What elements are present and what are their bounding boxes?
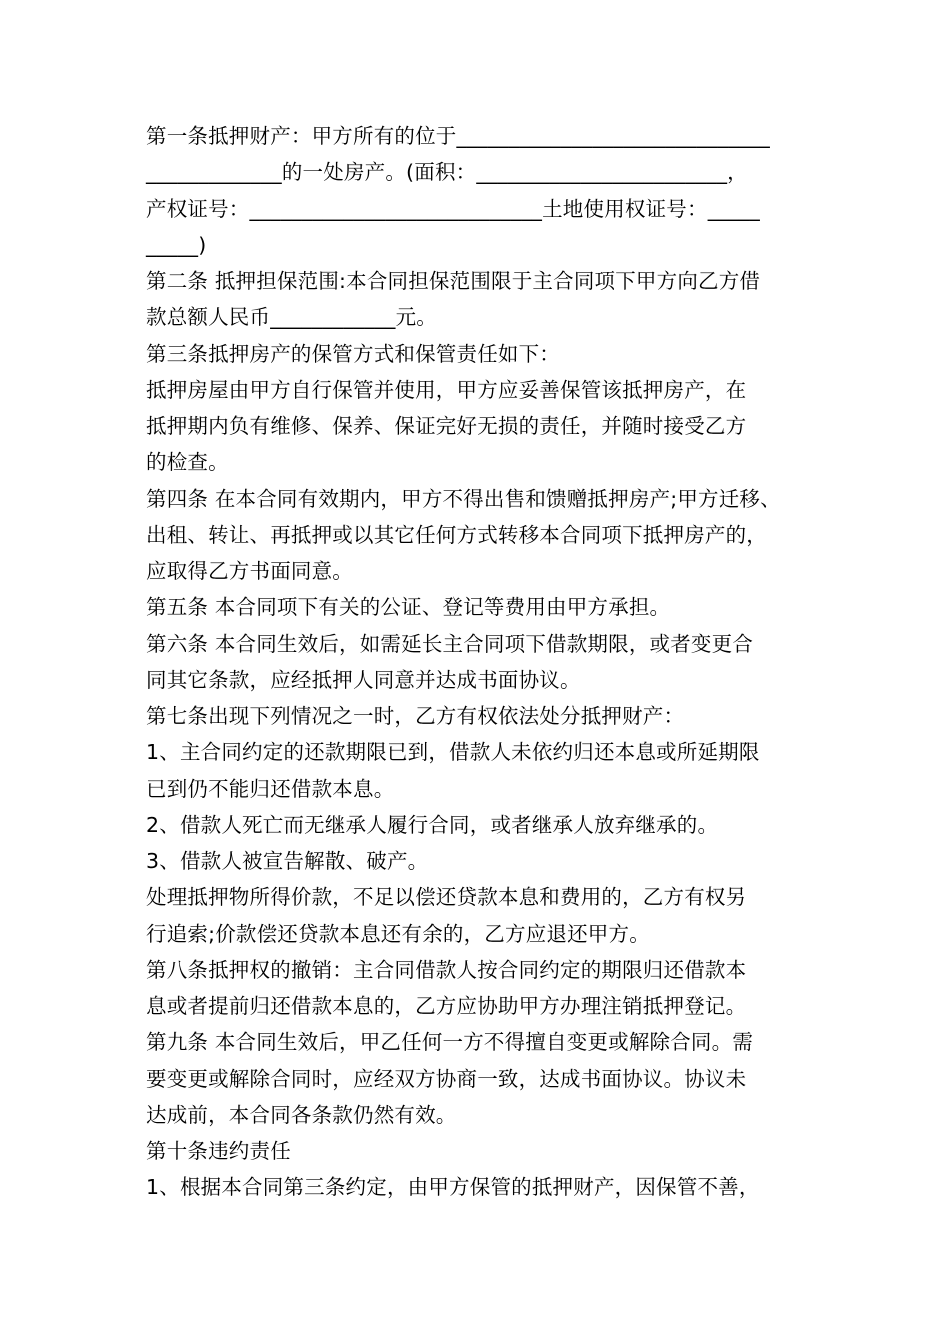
- article-5-line-1: 第五条 本合同项下有关的公证、登记等费用由甲方承担。: [146, 595, 671, 620]
- article-9-line-3: 达成前，本合同各条款仍然有效。: [146, 1102, 457, 1127]
- article-8-line-1: 第八条抵押权的撤销：主合同借款人按合同约定的期限归还借款本: [146, 957, 747, 982]
- article-7-note-line-1: 处理抵押物所得价款，不足以偿还贷款本息和费用的，乙方有权另: [146, 885, 747, 910]
- document-body: [146, 118, 811, 1206]
- article-4-line-3: 应取得乙方书面同意。: [146, 559, 353, 583]
- article-3-heading: 第三条抵押房产的保管方式和保管责任如下：: [146, 341, 560, 366]
- article-1-line-4: _____): [146, 232, 207, 257]
- article-1-line-3: 产权证号：____________________________土地使用权证号：_____: [146, 196, 760, 221]
- article-7-item-1-line-2: 已到仍不能归还借款本息。: [146, 776, 395, 801]
- article-6-line-2: 同其它条款，应经抵押人同意并达成书面协议。: [146, 667, 581, 692]
- article-3-body-line-1: 抵押房屋由甲方自行保管并使用，甲方应妥善保管该抵押房产，在: [146, 377, 747, 402]
- article-4-line-2: 出租、转让、再抵押或以其它任何方式转移本合同项下抵押房产的，: [146, 522, 767, 547]
- article-7-note-line-2: 行追索;价款偿还贷款本息还有余的，乙方应退还甲方。: [146, 921, 650, 946]
- article-3-body-line-2: 抵押期内负有维修、保养、保证完好无损的责任，并随时接受乙方: [146, 414, 747, 438]
- article-10-heading: 第十条违约责任: [146, 1139, 291, 1163]
- article-3-body-line-3: 的检查。: [146, 450, 229, 475]
- article-1-line-2: _____________的一处房产。(面积：________________________，: [146, 160, 748, 185]
- article-4-line-1: 第四条 在本合同有效期内，甲方不得出售和馈赠抵押房产;甲方迁移、: [146, 486, 781, 511]
- article-7-item-1-line-1: 1、主合同约定的还款期限已到，借款人未依约归还本息或所延期限: [146, 740, 760, 765]
- article-7-item-3: 3、借款人被宣告解散、破产。: [146, 849, 429, 873]
- article-6-line-1: 第六条 本合同生效后，如需延长主合同项下借款期限，或者变更合: [146, 631, 754, 656]
- article-9-line-2: 要变更或解除合同时，应经双方协商一致，达成书面协议。协议未: [146, 1066, 747, 1091]
- article-9-line-1: 第九条 本合同生效后，甲乙任何一方不得擅自变更或解除合同。需: [146, 1030, 754, 1055]
- article-1-line-1: 第一条抵押财产：甲方所有的位于______________________________: [146, 124, 770, 148]
- article-8-line-2: 息或者提前归还借款本息的，乙方应协助甲方办理注销抵押登记。: [146, 994, 747, 1018]
- article-2-line-2: 款总额人民币____________元。: [146, 305, 437, 330]
- article-7-item-2: 2、借款人死亡而无继承人履行合同，或者继承人放弃继承的。: [146, 812, 719, 837]
- article-7-heading: 第七条出现下列情况之一时，乙方有权依法处分抵押财产：: [146, 704, 685, 728]
- article-2-line-1: 第二条 抵押担保范围:本合同担保范围限于主合同项下甲方向乙方借: [146, 269, 761, 293]
- article-10-item-1-line-1: 1、根据本合同第三条约定，由甲方保管的抵押财产，因保管不善，: [146, 1175, 760, 1200]
